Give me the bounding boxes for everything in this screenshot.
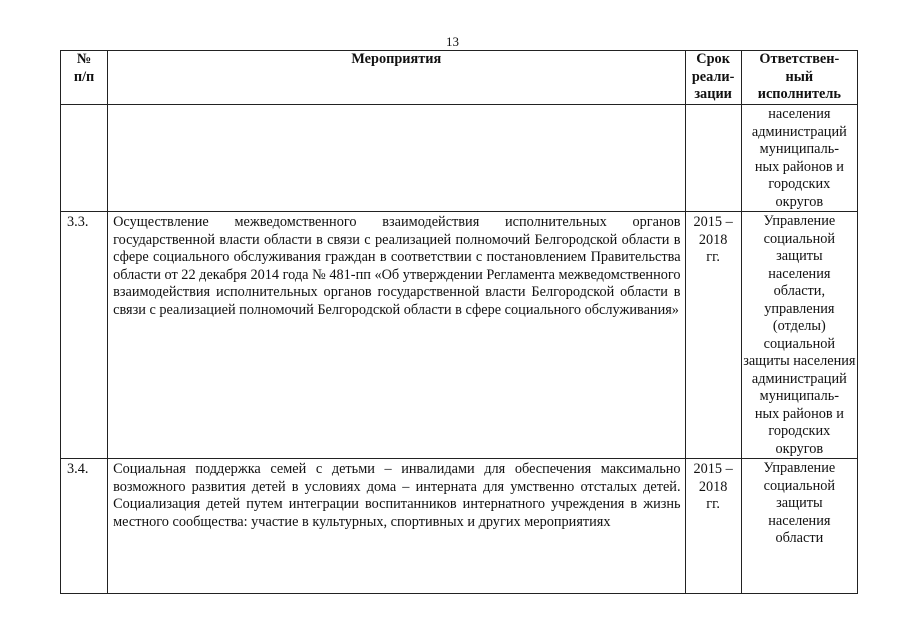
table-row: [61, 459, 858, 594]
row-responsible: [741, 459, 857, 594]
term-line: 2015 –: [693, 214, 733, 230]
table-row: [61, 212, 858, 459]
row-responsible: [741, 212, 857, 459]
responsible-line: Управление: [763, 460, 836, 476]
responsible-line: защиты: [776, 248, 823, 264]
responsible-line: (отделы): [772, 318, 826, 334]
header-responsible-line: Ответствен-: [759, 51, 840, 67]
responsible-line: области,: [773, 283, 826, 299]
term-line: 2015 –: [693, 461, 733, 477]
header-responsible: [741, 51, 857, 105]
term-line: 2018: [698, 478, 728, 495]
table-header-row: [61, 51, 858, 105]
responsible-line: администраций: [751, 123, 847, 140]
responsible-line: населения: [768, 265, 831, 282]
responsible-line: социальной: [763, 477, 836, 494]
responsible-line: администраций: [751, 370, 847, 387]
header-responsible-line: ный: [785, 68, 814, 85]
responsible-line: социальной: [763, 230, 836, 247]
header-term: [685, 51, 741, 105]
responsible-line: городских: [768, 176, 831, 192]
responsible-line: социальной: [763, 335, 836, 352]
row-num: [61, 105, 108, 212]
responsible-line: ных районов и: [754, 158, 844, 175]
responsible-line: защиты населения: [743, 353, 856, 369]
responsible-line: городских: [768, 423, 831, 439]
header-event: Мероприятия: [108, 51, 685, 105]
header-num-line: п/п: [73, 68, 95, 85]
responsible-line: защиты: [776, 495, 823, 511]
row-num: 3.4.: [61, 459, 108, 594]
row-responsible: [741, 105, 857, 212]
header-num-line: №: [76, 51, 92, 67]
responsible-line: населения: [768, 106, 831, 122]
header-term-line: реали-: [691, 68, 735, 85]
responsible-line: муниципаль-: [759, 141, 840, 157]
responsible-line: Управление: [763, 213, 836, 229]
term-line: гг.: [706, 249, 720, 265]
term-line: 2018: [698, 231, 728, 248]
responsible-line: округов: [775, 440, 824, 457]
responsible-line: муниципаль-: [759, 388, 840, 404]
responsible-line: округов: [775, 193, 824, 210]
row-event: [108, 105, 685, 212]
responsible-line: управления: [764, 300, 835, 317]
row-num: 3.3.: [61, 212, 108, 459]
responsible-line: ных районов и: [754, 405, 844, 422]
row-term: [685, 212, 741, 459]
responsible-line: населения: [768, 512, 831, 529]
header-term-line: Срок: [696, 51, 730, 67]
table-row: [61, 105, 858, 212]
row-term: [685, 459, 741, 594]
events-table: [60, 50, 858, 594]
row-event: Осуществление межведомственного взаимодействия исполнительных органов государственной власти области в связи с реализацией полномочий Белгородской области в сфере социального обслуживания граждан в соответствии с постановлением Правительства области от 22 декабря 2014 года № 481-пп «Об утверждении Регламента межведомственного взаимодействия исполнительных органов государственной власти Белгородской области в связи с реализацией полномочий Белгородской области в сфере социального обслуживания»: [108, 212, 685, 459]
row-term: [685, 105, 741, 212]
row-event: Социальная поддержка семей с детьми – инвалидами для обеспечения максимально возможного развития детей в условиях дома – интерната для умственно отсталых детей. Социализация детей путем интеграции воспитанников интернатного учреждения в жизнь местного сообщества: участие в культурных, спортивных и других мероприятиях: [108, 459, 685, 594]
page-number: 13: [446, 34, 459, 49]
responsible-line: области: [775, 530, 824, 546]
header-term-line: зации: [694, 86, 732, 102]
header-responsible-line: исполнитель: [757, 86, 841, 102]
term-line: гг.: [706, 496, 720, 512]
header-num: [61, 51, 108, 105]
